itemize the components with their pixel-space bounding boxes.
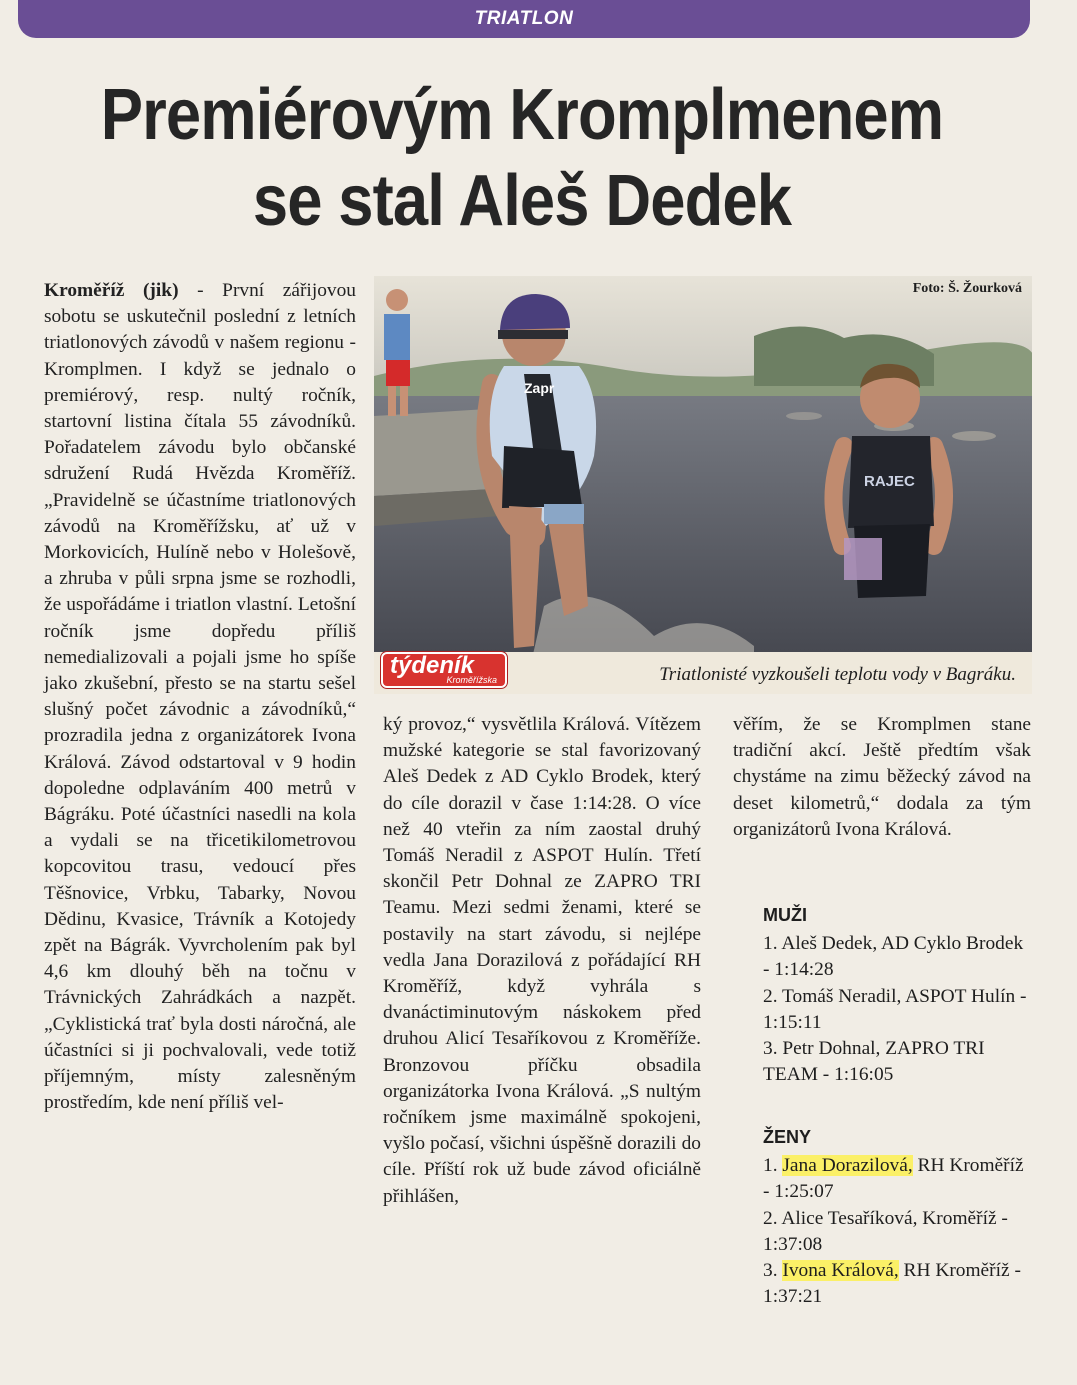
result-item (763, 1153, 1033, 1205)
highlighted-name: Jana Dorazilová, (782, 1155, 913, 1177)
article-column-2 (383, 712, 701, 1210)
result-text: 1. (763, 1155, 783, 1177)
article-photo (374, 276, 1032, 694)
results-men-heading: MUŽI (763, 905, 807, 925)
result-text: RH Kroměříž - 1:25:07 (763, 1155, 1024, 1203)
article-headline (82, 72, 962, 244)
rear-athlete-shirt-text: RAJEC (864, 473, 915, 490)
tydenik-logo (381, 652, 507, 688)
article-column-3 (733, 712, 1031, 843)
photo-credit: Foto: Š. Žourková (912, 281, 1022, 296)
column-3-text: věřím, že se Kromplmen stane tradiční akcí. Ještě předtím však chystáme na zimu běžecký závod na deset kilometrů,“ dodala za tým organizátorů Ivona Králová. (733, 714, 1031, 840)
front-athlete-shirt-text: Zapr (524, 380, 555, 396)
logo-subtitle: Kroměřížska (446, 675, 497, 685)
dateline: Kroměříž (jik) (44, 280, 179, 301)
result-text: 3. (763, 1260, 783, 1282)
column-1-text: - První zářijovou sobotu se uskutečnil poslední z letních triatlonových závodů v našem regionu - Kromplmen. I když se jednalo o premiérový, resp. nultý ročník, startovní listina čítala 55 závodníků. Pořadatelem závodu bylo občanské sdružení Rudá Hvězda Kroměříž. „Pravidelně se účastníme triatlonových závodů na Kroměřížsku, ať už v Morkovicích, Hulíně nebo v Holešově, a zhruba v půli srpna jsme se rozhodli, že uspořádáme i triatlon vlastní. Letošní ročník jsme dopředu příliš nemedializovali a pojali jsme ho spíše jako zkušební, přesto se na startu sešel slušný počet závodnic a závodníků,“ prozradila jedna z organizátorek Ivona Králová. Závod odstartoval v 9 hodin dopoledne odplaváním 400 metrů v Bágráku. Poté účastníci nasedli na kola a vydali se na třicetikilometrovou kopcovitou trasu, vedoucí přes Těšnovice, Vrbku, Tabarky, Novou Dědinu, Kvasice, Trávník a Kotojedy zpět na Bágrák. Vyvrcholením pak byl 4,6 km dlouhý běh na točnu v Trávnických Zahrádkách a nazpět. „Cyklistická trať byla dosti náročná, ale účastníci si ji pochvalovali, vede totiž příjemným, místy zalesněným prostředím, kde není příliš vel- (44, 280, 356, 1114)
results-women-heading: ŽENY (763, 1127, 812, 1147)
headline-line-2: se stal Aleš Dedek (252, 161, 792, 241)
results-men (763, 902, 1033, 1088)
logo-word: týdeník (390, 652, 475, 679)
result-item (763, 1206, 1033, 1258)
article-column-1 (44, 278, 356, 1117)
results-women (763, 1124, 1033, 1310)
headline-line-1: Premiérovým Kromplmenem (100, 75, 944, 155)
highlighted-name: Ivona Králová, (782, 1260, 899, 1282)
triathletes-photo-illustration (374, 276, 1032, 694)
section-label: TRIATLON (474, 8, 574, 29)
section-banner (18, 0, 1030, 38)
result-item (763, 984, 1033, 1036)
result-item (763, 1036, 1033, 1088)
photo-caption: Triatlonisté vyzkoušeli teplotu vody v Bagráku. (659, 664, 1016, 685)
result-text: 1. Aleš Dedek, AD Cyklo Brodek - 1:14:28 (763, 933, 1024, 981)
result-text: 2. Alice Tesaříková, Kroměříž - 1:37:08 (763, 1207, 1008, 1255)
column-2-text: ký provoz,“ vysvětlila Králová. Vítězem mužské kategorie se stal favorizovaný Aleš Dedek z AD Cyklo Brodek, který do cíle dorazil v čase 1:14:28. O více než 40 vteřin za ním zaostal druhý Tomáš Neradil z ASPOT Hulín. Třetí skončil Petr Dohnal ze ZAPRO TRI Teamu. Mezi sedmi ženami, které se postavily na start závodu, si nejlépe vedla Jana Dorazilová z pořádající RH Kroměříž, když vyhrála s dvanáctiminutovým náskokem před druhou Alicí Tesaříkovou z Kroměříže. Bronzovou příčku obsadila organizátorka Ivona Králová. „S nultým ročníkem jsme maximálně spokojeni, vyšlo počasí, všichni úspěšně dorazili do cíle. Příští rok už bude závod oficiálně přihlášen, (383, 714, 701, 1207)
result-item (763, 1258, 1033, 1310)
result-text: 2. Tomáš Neradil, ASPOT Hulín - 1:15:11 (763, 985, 1027, 1033)
result-item (763, 931, 1033, 983)
result-text: 3. Petr Dohnal, ZAPRO TRI TEAM - 1:16:05 (763, 1038, 985, 1086)
result-text: RH Kroměříž - 1:37:21 (763, 1260, 1021, 1308)
